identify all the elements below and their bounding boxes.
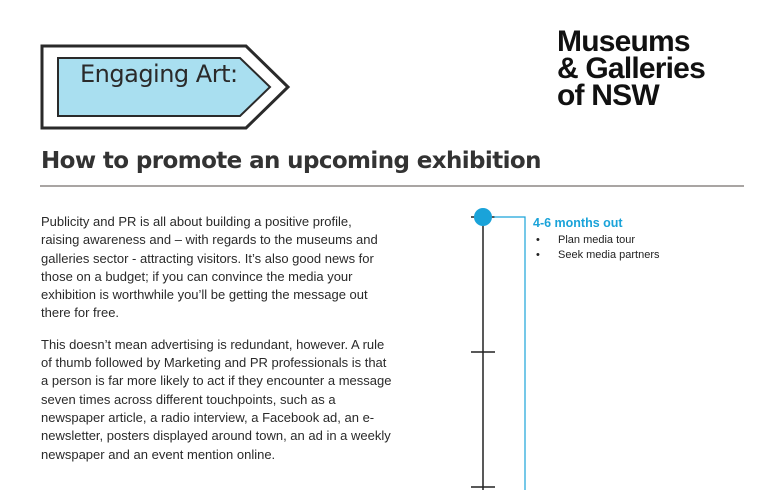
logo-line-3: of NSW [557,79,659,112]
paragraph-publicity: Publicity and PR is all about building a positive profile, raising awareness and – with regards to the museums and galleries sector - attracting visitors. It’s also good news for those on a budget; if you can convince the media your exhibition is worthwhile you’ll be getting the message out there for free. [41,214,378,321]
timeline-stage-title: 4-6 months out [533,216,623,230]
banner-label: Engaging Art: [80,60,238,88]
timeline-bracket [494,217,525,490]
logo-line-2: & Galleries [557,52,705,85]
timeline-marker-dot [474,208,492,226]
title-divider [40,185,744,187]
logo-line-1: Museums [557,25,690,58]
list-item: • Seek media partners [536,248,660,263]
museums-galleries-nsw-logo [557,25,705,112]
timeline-stage-list [536,233,660,263]
body-text [41,213,393,477]
timeline [458,200,548,490]
list-item: • Plan media tour [536,233,660,248]
page-title: How to promote an upcoming exhibition [41,148,541,174]
paragraph-advertising: This doesn’t mean advertising is redundant, however. A rule of thumb followed by Marketing and PR professionals is that a person is far more likely to act if they encounter a message seven times across different touchpoints, such as a newspaper article, a radio interview, a Facebook ad, an e-newsletter, posters displayed around town, an ad in a weekly newspaper and an event mention online. [41,336,392,462]
